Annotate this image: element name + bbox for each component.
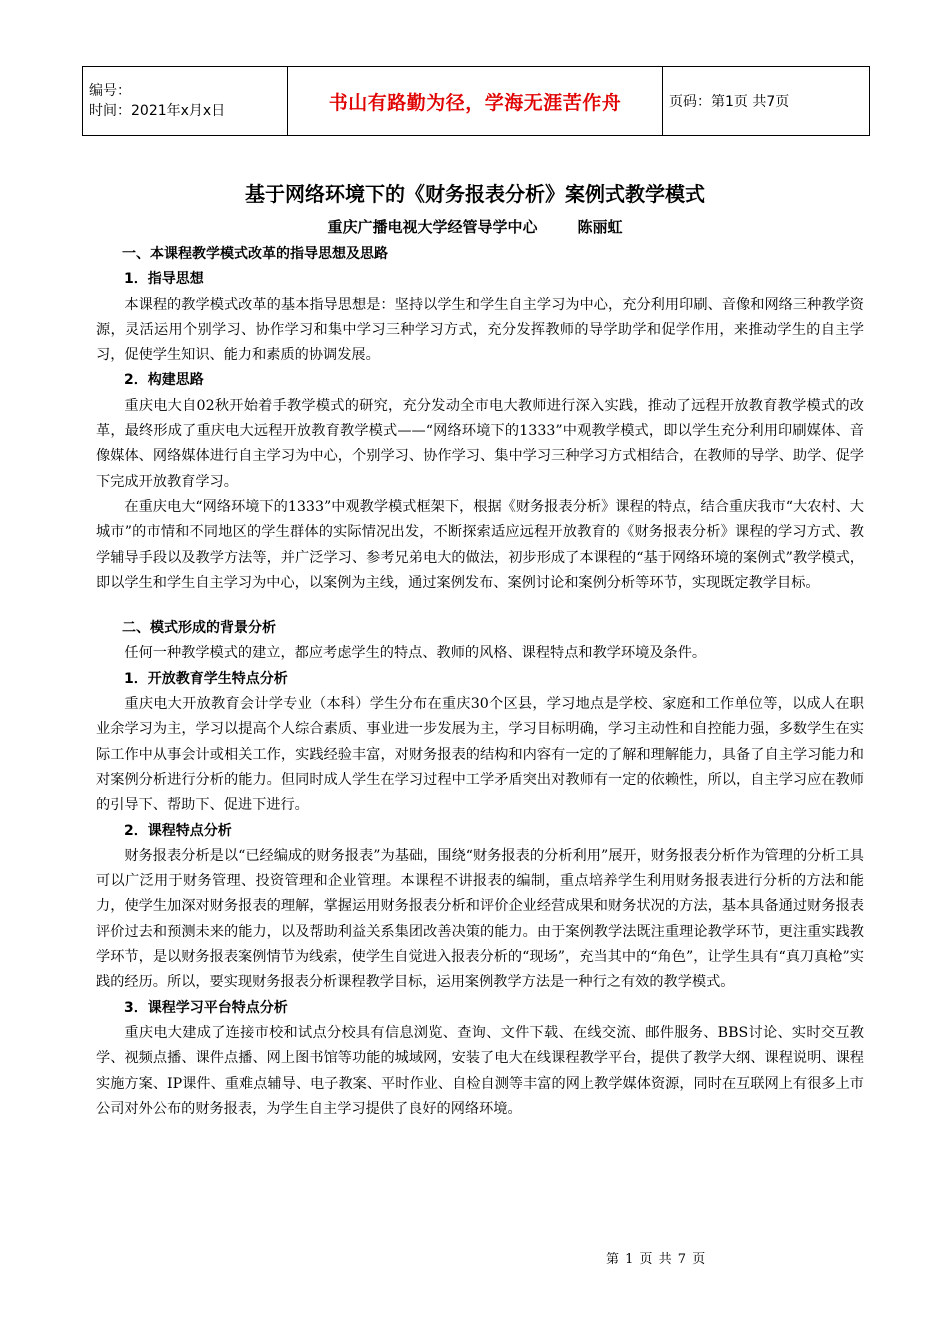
author-institution: 重庆广播电视大学经管导学中心 bbox=[327, 218, 538, 236]
body-paragraph: 在重庆电大“网络环境下的1333”中观教学模式框架下，根据《财务报表分析》课程的特点，结合重庆我市“大农村、大城市”的市情和不同地区的学生群体的实际情况出发，不断探索适应远程开放教育的《财务报表分析》课程的学习方式、教学辅导手段以及教学方法等，并广泛学习、参考兄弟电大的做法，初步形成了本课程的“基于网络环境的案例式”教学模式，即以学生和学生自主学习为中心，以案例为主线，通过案例发布、案例讨论和案例分析等环节，实现既定教学目标。 bbox=[96, 498, 864, 591]
page-footer: 第 1 页 共 7 页 bbox=[606, 1252, 707, 1267]
subsection-heading: 3．课程学习平台特点分析 bbox=[124, 999, 288, 1016]
header-meta-cell bbox=[83, 67, 288, 136]
section-heading: 一、本课程教学模式改革的指导思想及思路 bbox=[122, 246, 388, 262]
header-motto-cell bbox=[288, 67, 663, 136]
body-paragraph: 任何一种教学模式的建立，都应考虑学生的特点、教师的风格、课程特点和教学环境及条件。 bbox=[124, 645, 707, 662]
body-paragraph: 重庆电大自02秋开始着手教学模式的研究，充分发动全市电大教师进行深入实践，推动了远程开放教育教学模式的改革，最终形成了重庆电大远程开放教育教学模式——“网络环境下的1333”中观教学模式，即以学生充分利用印刷媒体、音像媒体、网络媒体进行自主学习为中心，个别学习、协作学习、集中学习三种学习方式相结合，在教师的导学、助学、促学下完成开放教育学习。 bbox=[96, 397, 864, 490]
author-line bbox=[0, 216, 950, 237]
header-motto: 书山有路勤为径，学海无涯苦作舟 bbox=[328, 91, 622, 114]
subsection-heading: 2．课程特点分析 bbox=[124, 822, 232, 839]
author-name: 陈丽虹 bbox=[577, 218, 623, 236]
document-title: 基于网络环境下的《财务报表分析》案例式教学模式 bbox=[245, 182, 705, 206]
paragraph-spacer bbox=[96, 596, 864, 616]
document-number-label: 编号： bbox=[89, 83, 131, 99]
body-paragraph: 重庆电大开放教育会计学专业（本科）学生分布在重庆30个区县，学习地点是学校、家庭和工作单位等，以成人在职业余学习为主，学习以提高个人综合素质、事业进一步发展为主，学习目标明确，学习主动性和自控能力强，多数学生在实际工作中从事会计或相关工作，实践经验丰富，对财务报表的结构和内容有一定的了解和理解能力，具备了自主学习能力和对案例分析进行分析的能力。但同时成人学生在学习过程中工学矛盾突出对教师有一定的依赖性，所以，自主学习应在教师的引导下、帮助下、促进下进行。 bbox=[96, 696, 864, 814]
subsection-heading: 1．指导思想 bbox=[124, 271, 204, 288]
header-table bbox=[82, 66, 870, 136]
body-paragraph: 财务报表分析是以“已经编成的财务报表”为基础，围绕“财务报表的分析利用”展开，财务报表分析作为管理的分析工具可以广泛用于财务管理、投资管理和企业管理。本课程不讲报表的编制，重点培养学生利用财务报表进行分析的方法和能力，使学生加深对财务报表的理解，掌握运用财务报表分析和评价企业经营成果和财务状况的方法，基本具备通过财务报表评价过去和预测未来的能力，以及帮助利益关系集团改善决策的能力。由于案例教学法既注重理论教学环节，更注重实践教学环节，是以财务报表案例情节为线索，使学生自觉进入报表分析的“现场”，充当其中的“角色”，让学生具有“真刀真枪”实践的经历。所以，要实现财务报表分析课程教学目标，运用案例教学方法是一种行之有效的教学模式。 bbox=[96, 847, 864, 991]
body-paragraph: 本课程的教学模式改革的基本指导思想是：坚持以学生和学生自主学习为中心，充分利用印刷、音像和网络三种教学资源，灵活运用个别学习、协作学习和集中学习三种学习方式，充分发挥教师的导学助学和促学作用，来推动学生的自主学习，促使学生知识、能力和素质的协调发展。 bbox=[96, 296, 864, 364]
document-time-label: 时间：2021年x月x日 bbox=[89, 103, 226, 119]
section-heading: 二、模式形成的背景分析 bbox=[122, 620, 276, 637]
document-body bbox=[96, 242, 864, 1122]
body-paragraph: 重庆电大建成了连接市校和试点分校具有信息浏览、查询、文件下载、在线交流、邮件服务、BBS讨论、实时交互教学、视频点播、课件点播、网上图书馆等功能的城域网，安装了电大在线课程教学平台，提供了教学大纲、课程说明、课程实施方案、IP课件、重难点辅导、电子教案、平时作业、自检自测等丰富的网上教学媒体资源，同时在互联网上有很多上市公司对外公布的财务报表，为学生自主学习提供了良好的网络环境。 bbox=[96, 1024, 864, 1117]
header-page-info: 页码：第1页 共7页 bbox=[663, 67, 870, 136]
subsection-heading: 2．构建思路 bbox=[124, 372, 204, 389]
subsection-heading: 1．开放教育学生特点分析 bbox=[124, 670, 288, 687]
